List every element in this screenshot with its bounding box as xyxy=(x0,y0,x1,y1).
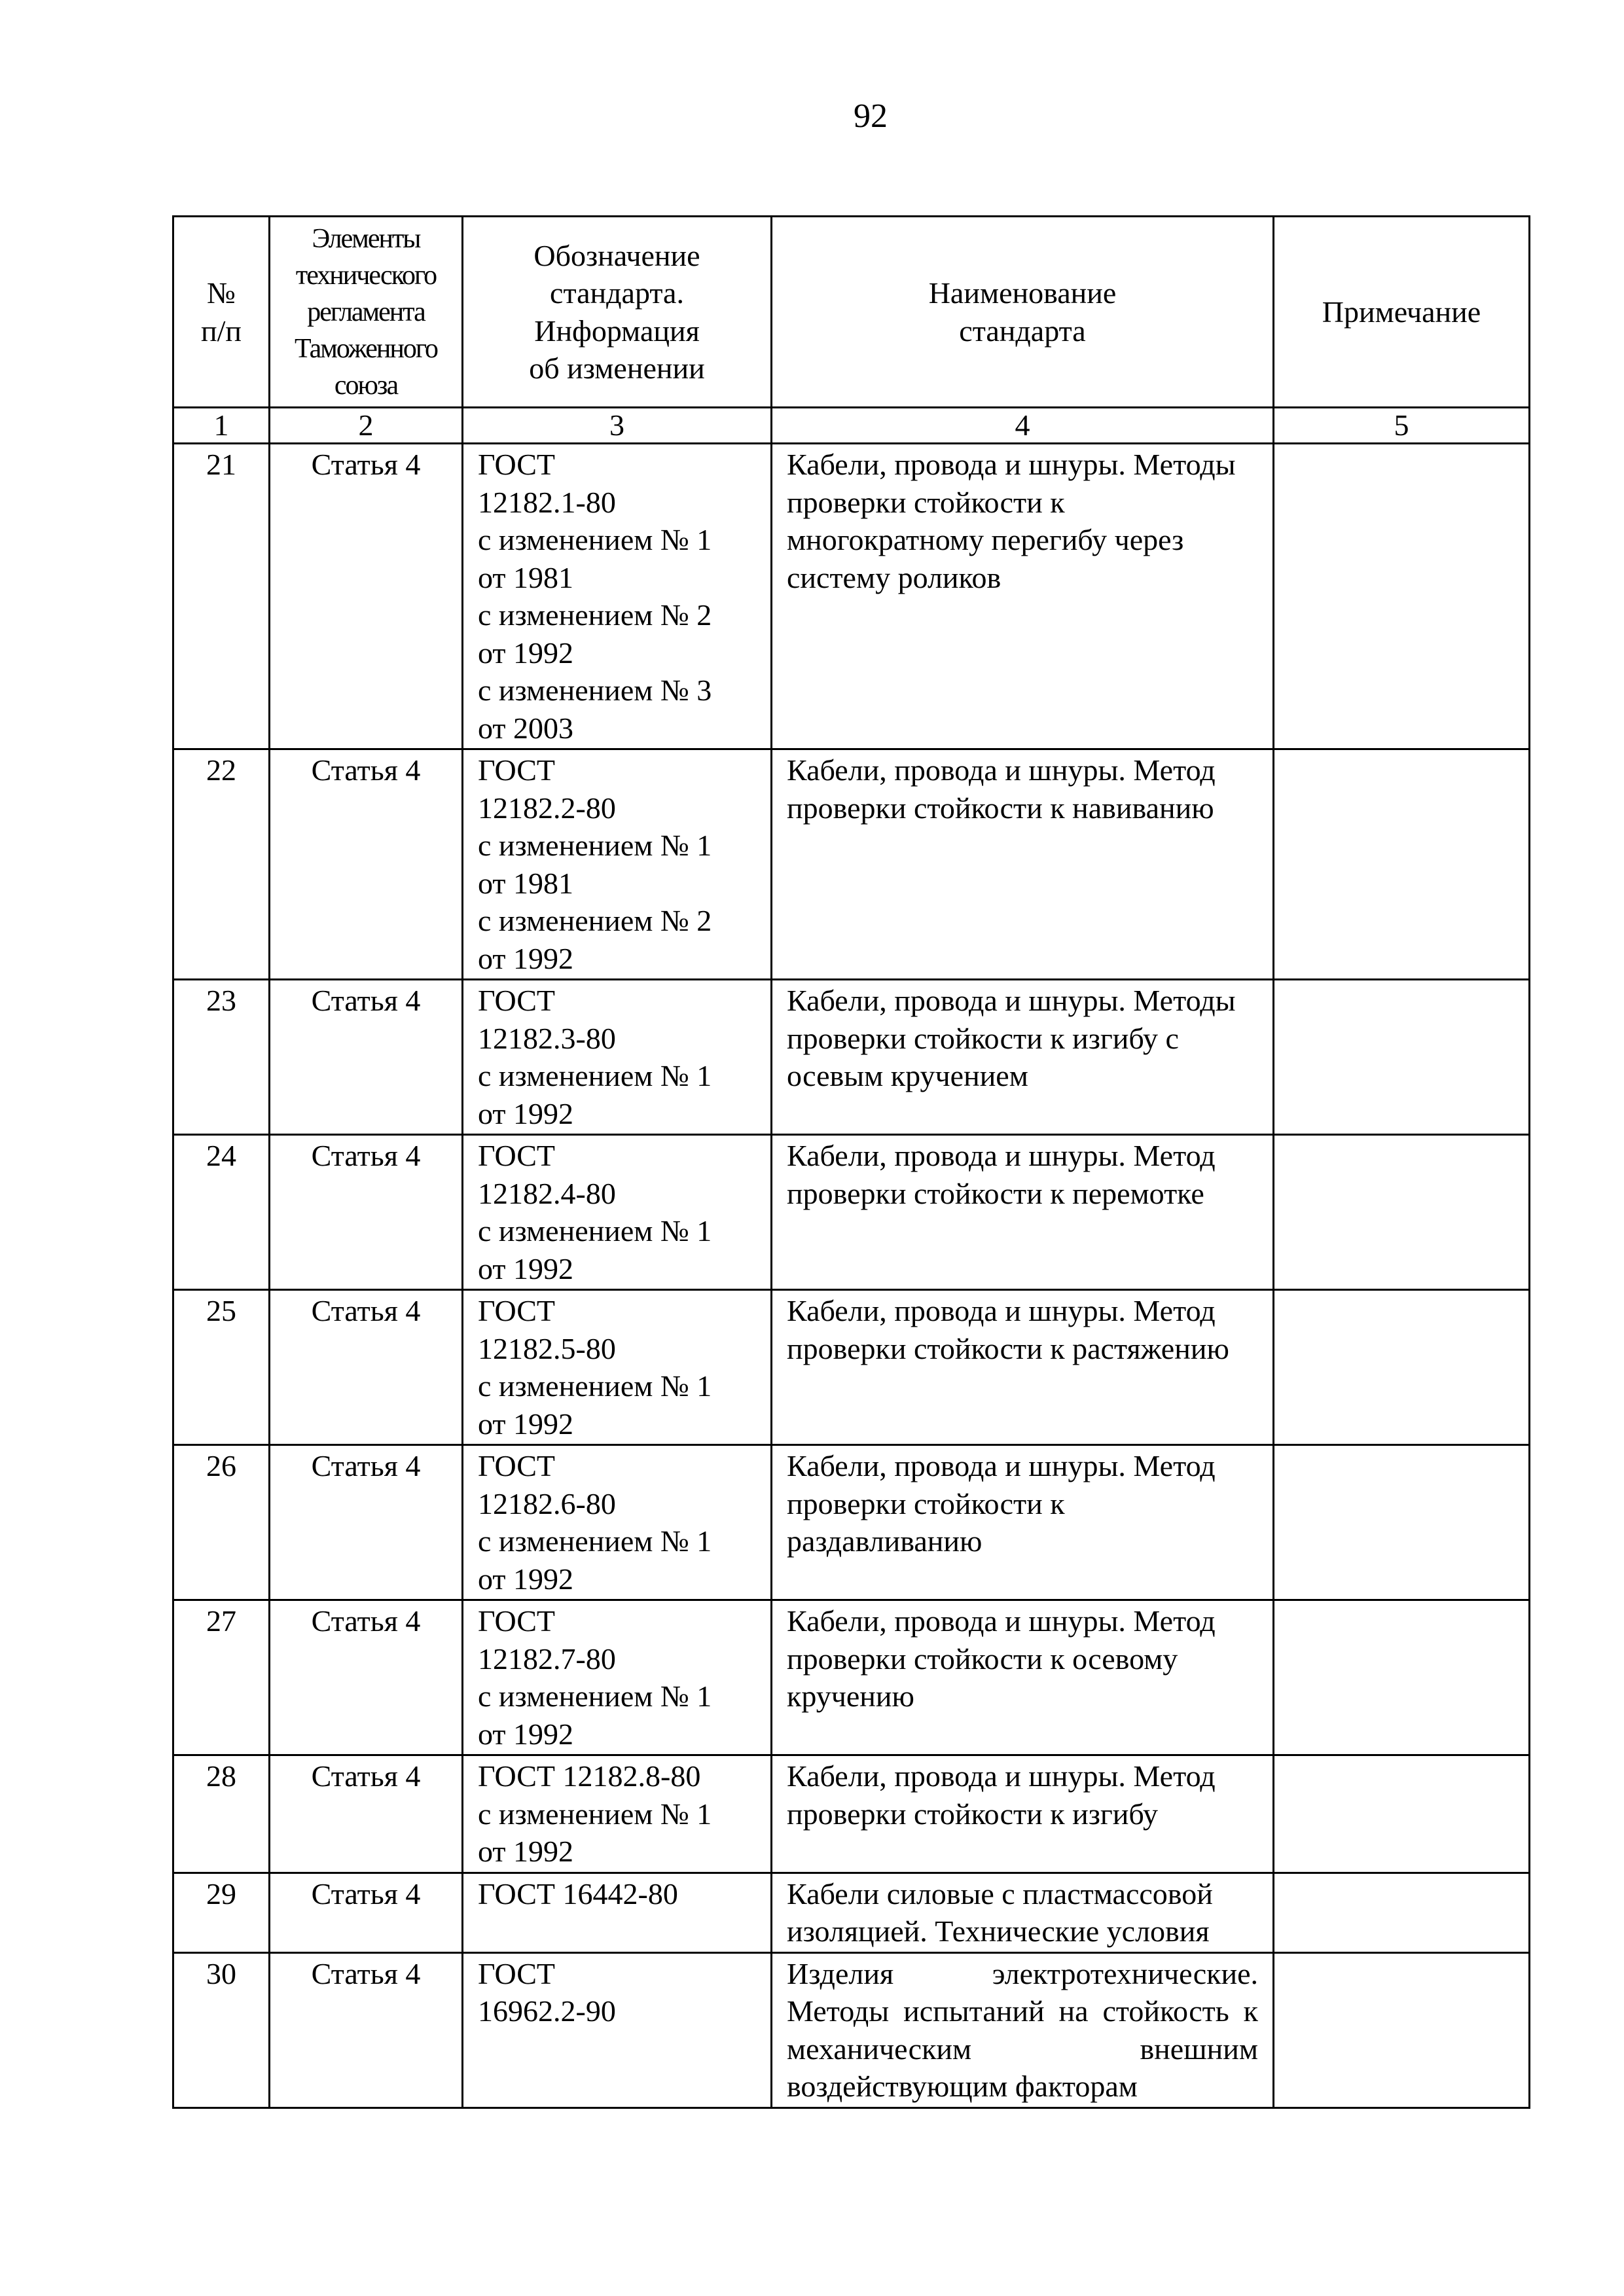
header-line: стандарта. xyxy=(550,276,684,310)
header-line: Обозначение xyxy=(533,238,700,272)
standard-name: Изделия электротехнические. Методы испытаний на стойкость к механическим внешним воздействующим факторам xyxy=(772,1952,1274,2108)
designation-line: с изменением № 1 xyxy=(478,1679,712,1713)
page-number: 92 xyxy=(854,98,888,135)
designation-line: 16962.2-90 xyxy=(478,1994,616,2028)
header-line: Примечание xyxy=(1322,295,1481,329)
designation-line: от 1992 xyxy=(478,1407,573,1441)
standard-name: Кабели, провода и шнуры. Методы проверки стойкости к изгибу с осевым кручением xyxy=(772,980,1274,1135)
designation-line: с изменением № 3 xyxy=(478,673,712,707)
note-cell xyxy=(1274,1600,1530,1755)
designation-line: 12182.2-80 xyxy=(478,791,616,825)
regulation-element: Статья 4 xyxy=(270,1600,463,1755)
header-cell-name xyxy=(772,217,1274,408)
designation-line: ГОСТ xyxy=(478,1139,556,1172)
header-line: Наименование xyxy=(928,276,1117,310)
row-number: 22 xyxy=(173,749,270,980)
standard-designation xyxy=(463,1952,772,2108)
standard-name: Кабели, провода и шнуры. Методы проверки стойкости к многократному перегибу через систему роликов xyxy=(772,444,1274,749)
note-cell xyxy=(1274,444,1530,749)
table-row xyxy=(173,1755,1530,1873)
designation-line: от 1981 xyxy=(478,866,573,900)
designation-line: от 1992 xyxy=(478,1562,573,1596)
table-row xyxy=(173,980,1530,1135)
table-row xyxy=(173,444,1530,749)
note-cell xyxy=(1274,980,1530,1135)
designation-line: 12182.1-80 xyxy=(478,485,616,519)
row-number: 26 xyxy=(173,1445,270,1600)
designation-line: ГОСТ xyxy=(478,753,556,787)
regulation-element: Статья 4 xyxy=(270,1445,463,1600)
designation-line: от 1992 xyxy=(478,1717,573,1751)
header-cell-element xyxy=(270,217,463,408)
header-line: № xyxy=(207,276,236,310)
designation-line: с изменением № 1 xyxy=(478,523,712,556)
designation-line: с изменением № 1 xyxy=(478,1797,712,1831)
note-cell xyxy=(1274,1445,1530,1600)
regulation-element: Статья 4 xyxy=(270,1755,463,1873)
row-number: 23 xyxy=(173,980,270,1135)
standard-designation xyxy=(463,1290,772,1445)
designation-line: 12182.3-80 xyxy=(478,1021,616,1055)
note-cell xyxy=(1274,1952,1530,2108)
designation-line: 12182.7-80 xyxy=(478,1641,616,1676)
designation-line: ГОСТ 12182.8-80 xyxy=(478,1759,701,1793)
standard-designation xyxy=(463,1135,772,1290)
designation-line: с изменением № 1 xyxy=(478,829,712,862)
designation-line: с изменением № 2 xyxy=(478,598,712,632)
row-number: 29 xyxy=(173,1873,270,1952)
header-line: технического xyxy=(295,260,437,291)
designation-line: от 1992 xyxy=(478,941,573,975)
standard-designation xyxy=(463,749,772,980)
header-line: Элементы xyxy=(312,223,420,254)
note-cell xyxy=(1274,1755,1530,1873)
standard-designation xyxy=(463,1755,772,1873)
designation-line: от 2003 xyxy=(478,711,573,745)
standard-name: Кабели, провода и шнуры. Метод проверки стойкости к изгибу xyxy=(772,1755,1274,1873)
designation-line: ГОСТ xyxy=(478,984,556,1017)
header-cell-number xyxy=(173,217,270,408)
row-number: 28 xyxy=(173,1755,270,1873)
regulation-element: Статья 4 xyxy=(270,1135,463,1290)
standard-name: Кабели силовые с пластмассовой изоляцией. Технические условия xyxy=(772,1873,1274,1952)
standards-table xyxy=(172,215,1530,2109)
regulation-element: Статья 4 xyxy=(270,1290,463,1445)
standard-name: Кабели, провода и шнуры. Метод проверки стойкости к осевому кручению xyxy=(772,1600,1274,1755)
standard-designation xyxy=(463,1600,772,1755)
designation-line: ГОСТ xyxy=(478,448,556,481)
row-number: 30 xyxy=(173,1952,270,2108)
header-line: Информация xyxy=(534,314,700,348)
row-number: 21 xyxy=(173,444,270,749)
note-cell xyxy=(1274,1290,1530,1445)
standard-name: Кабели, провода и шнуры. Метод проверки стойкости к раздавливанию xyxy=(772,1445,1274,1600)
column-number: 5 xyxy=(1274,408,1530,444)
standard-name: Кабели, провода и шнуры. Метод проверки стойкости к навиванию xyxy=(772,749,1274,980)
row-number: 27 xyxy=(173,1600,270,1755)
table-row xyxy=(173,1600,1530,1755)
designation-line: от 1992 xyxy=(478,636,573,670)
row-number: 24 xyxy=(173,1135,270,1290)
designation-line: от 1992 xyxy=(478,1251,573,1285)
designation-line: с изменением № 1 xyxy=(478,1369,712,1403)
table-row xyxy=(173,1135,1530,1290)
designation-line: с изменением № 1 xyxy=(478,1214,712,1247)
header-row xyxy=(173,217,1530,408)
regulation-element: Статья 4 xyxy=(270,1952,463,2108)
table-row xyxy=(173,1873,1530,1952)
designation-line: от 1981 xyxy=(478,560,573,594)
note-cell xyxy=(1274,1135,1530,1290)
column-number: 2 xyxy=(270,408,463,444)
row-number: 25 xyxy=(173,1290,270,1445)
designation-line: от 1992 xyxy=(478,1835,573,1868)
header-line: п/п xyxy=(200,314,242,348)
designation-line: с изменением № 2 xyxy=(478,904,712,937)
regulation-element: Статья 4 xyxy=(270,444,463,749)
standard-designation xyxy=(463,980,772,1135)
designation-line: с изменением № 1 xyxy=(478,1059,712,1092)
standard-designation xyxy=(463,1445,772,1600)
designation-line: 12182.5-80 xyxy=(478,1331,616,1365)
header-cell-note xyxy=(1274,217,1530,408)
note-cell xyxy=(1274,1873,1530,1952)
regulation-element: Статья 4 xyxy=(270,1873,463,1952)
header-cell-designation xyxy=(463,217,772,408)
table-row xyxy=(173,1290,1530,1445)
regulation-element: Статья 4 xyxy=(270,980,463,1135)
header-line: регламента xyxy=(307,296,425,327)
note-cell xyxy=(1274,749,1530,980)
designation-line: 12182.6-80 xyxy=(478,1486,616,1520)
column-number: 3 xyxy=(463,408,772,444)
header-line: союза xyxy=(334,370,398,401)
designation-line: ГОСТ xyxy=(478,1294,556,1327)
column-number-row xyxy=(173,408,1530,444)
column-number: 1 xyxy=(173,408,270,444)
designation-line: ГОСТ xyxy=(478,1956,556,1990)
standard-designation xyxy=(463,444,772,749)
column-number: 4 xyxy=(772,408,1274,444)
standard-designation xyxy=(463,1873,772,1952)
designation-line: 12182.4-80 xyxy=(478,1176,616,1210)
table-row xyxy=(173,749,1530,980)
designation-line: с изменением № 1 xyxy=(478,1524,712,1558)
standard-name: Кабели, провода и шнуры. Метод проверки стойкости к растяжению xyxy=(772,1290,1274,1445)
table-row xyxy=(173,1445,1530,1600)
header-line: стандарта xyxy=(959,314,1086,348)
designation-line: от 1992 xyxy=(478,1096,573,1130)
designation-line: ГОСТ xyxy=(478,1449,556,1482)
table-row xyxy=(173,1952,1530,2108)
regulation-element: Статья 4 xyxy=(270,749,463,980)
header-line: Таможенного xyxy=(294,333,438,364)
designation-line: ГОСТ xyxy=(478,1604,556,1638)
designation-line: ГОСТ 16442-80 xyxy=(478,1876,678,1910)
header-line: об изменении xyxy=(529,351,705,385)
standard-name: Кабели, провода и шнуры. Метод проверки стойкости к перемотке xyxy=(772,1135,1274,1290)
